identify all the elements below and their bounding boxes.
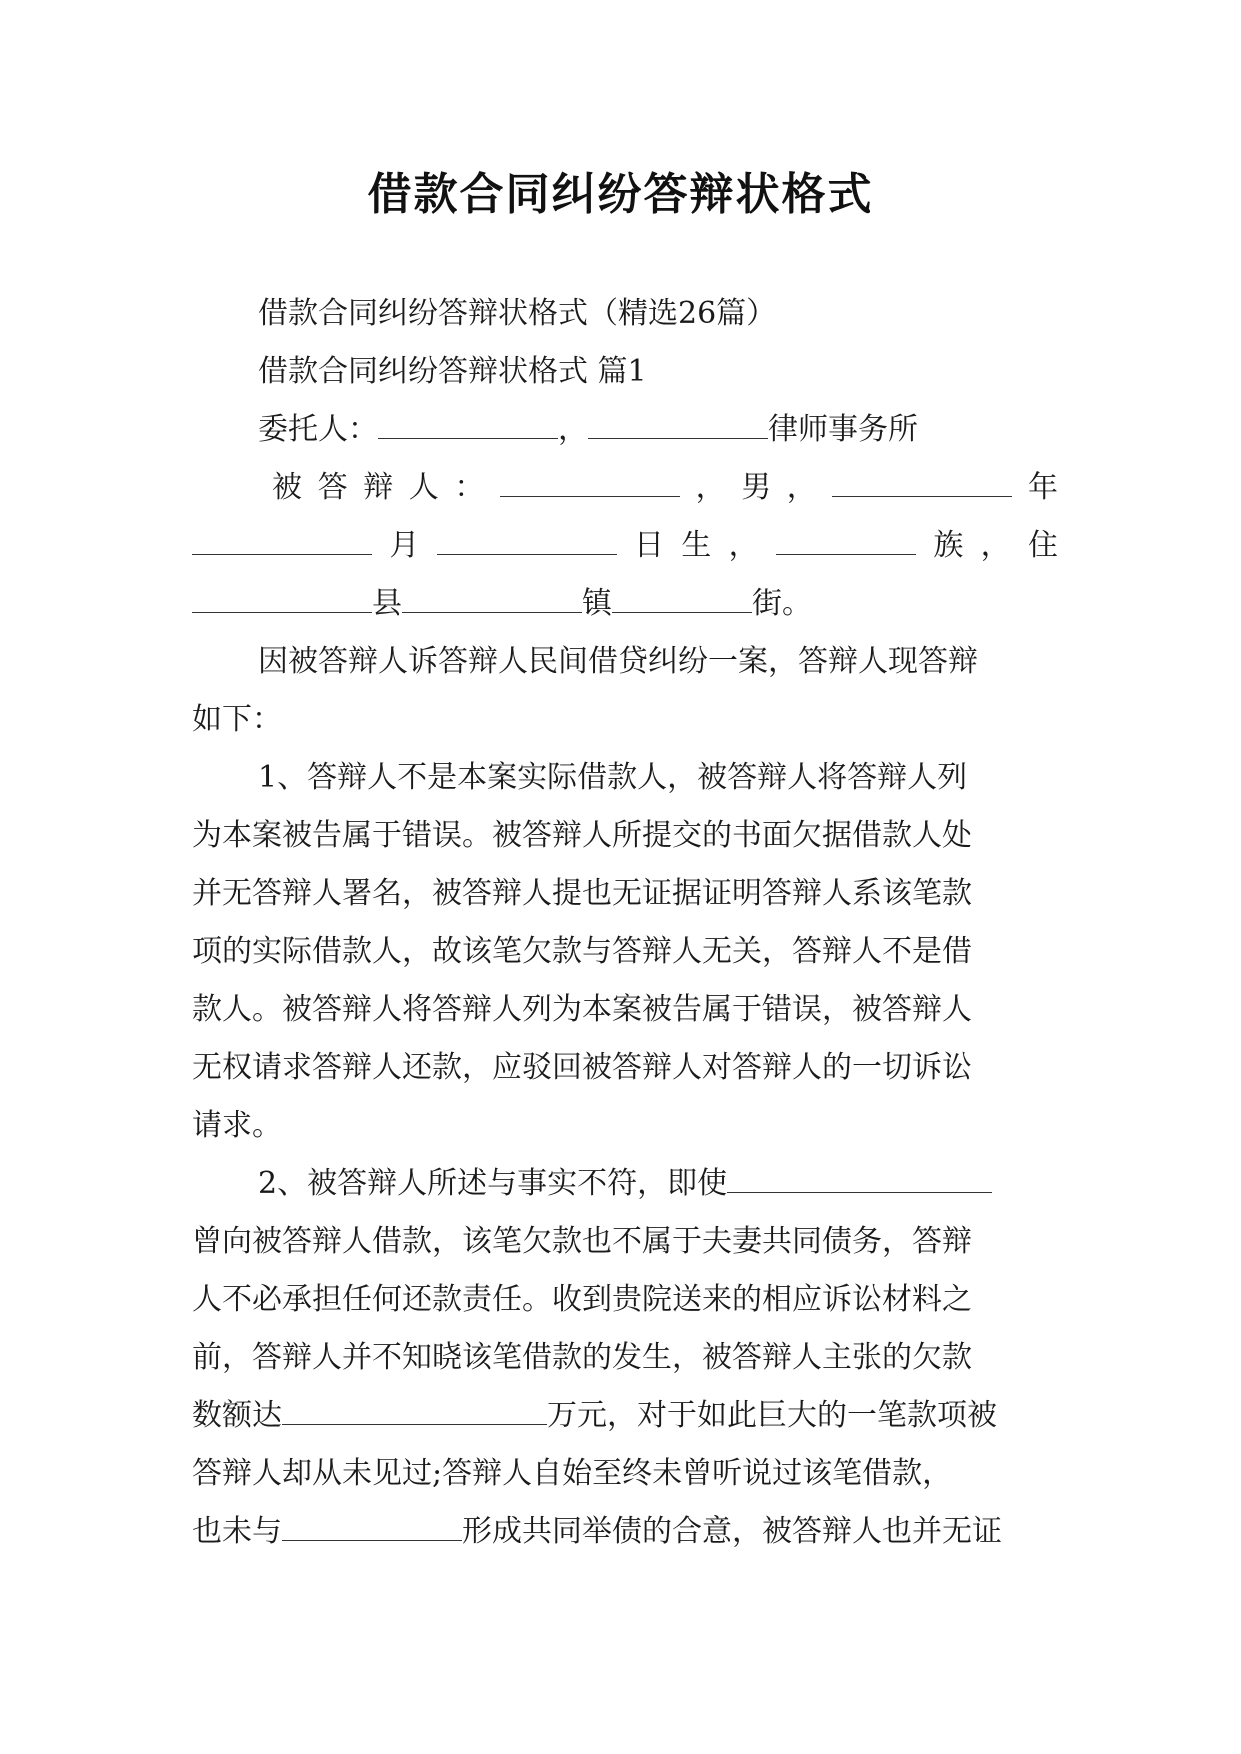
- year-label: 年: [1012, 470, 1058, 505]
- point2-line: 人不必承担任何还款责任。收到贵院送来的相应诉讼材料之: [192, 1282, 972, 1317]
- point2-text: 形成共同举债的合意，被答辩人也并无证: [462, 1514, 1002, 1549]
- ethnic-label: 族，住: [916, 528, 1058, 563]
- birth-year-blank: [832, 462, 1012, 497]
- town-blank: [402, 578, 582, 613]
- point2-line-5: [192, 1387, 1058, 1445]
- respondent-line-1: [192, 459, 1058, 517]
- point1-line: 项的实际借款人，故该笔欠款与答辩人无关，答辩人不是借: [192, 934, 972, 969]
- town-label: 镇: [582, 586, 612, 621]
- document-body: [192, 285, 1058, 1561]
- document-title: 借款合同纠纷答辩状格式: [367, 169, 874, 220]
- subtitle: 借款合同纠纷答辩状格式（精选26篇）: [258, 296, 777, 331]
- client-name-blank: [378, 404, 558, 439]
- party-name-blank: [282, 1506, 462, 1541]
- amount-blank: [282, 1390, 547, 1425]
- point2-text: 数额达: [192, 1398, 282, 1433]
- respondent-name-blank: [500, 462, 680, 497]
- birth-month-blank: [192, 520, 372, 555]
- ethnic-blank: [776, 520, 916, 555]
- point1-line: 为本案被告属于错误。被答辩人所提交的书面欠据借款人处: [192, 818, 972, 853]
- client-line: [192, 401, 1058, 459]
- section-heading: 借款合同纠纷答辩状格式 篇1: [258, 354, 647, 389]
- point2-line: 答辩人却从未见过;答辩人自始至终未曾听说过该笔借款，: [192, 1456, 953, 1491]
- client-label: 委托人：: [258, 412, 378, 447]
- law-firm-blank: [588, 404, 768, 439]
- day-label: 日生，: [616, 528, 777, 563]
- street-label: 街。: [752, 586, 812, 621]
- point2-text: 万元，对于如此巨大的一笔款项被: [547, 1398, 997, 1433]
- birth-day-blank: [437, 520, 617, 555]
- client-sep: ，: [558, 412, 588, 447]
- point2-line: 前，答辩人并不知晓该笔借款的发生，被答辩人主张的欠款: [192, 1340, 972, 1375]
- month-label: 月: [372, 528, 437, 563]
- respondent-line-3: [192, 575, 1058, 633]
- respondent-label: 被答辩人：: [272, 470, 500, 505]
- point2-text: 2、被答辩人所述与事实不符，即使: [258, 1166, 728, 1201]
- intro-line-1: 因被答辩人诉答辩人民间借贷纠纷一案，答辩人现答辩: [258, 644, 978, 679]
- intro-line-2: 如下：: [192, 702, 282, 737]
- point1-line: 1、答辩人不是本案实际借款人，被答辩人将答辩人列: [258, 760, 968, 795]
- point2-line: 曾向被答辩人借款，该笔欠款也不属于夫妻共同债务，答辩: [192, 1224, 972, 1259]
- point1-line: 无权请求答辩人还款，应驳回被答辩人对答辩人的一切诉讼: [192, 1050, 972, 1085]
- street-blank: [612, 578, 752, 613]
- respondent-line-2: [192, 517, 1058, 575]
- point2-line-1: [192, 1155, 1058, 1213]
- point2-line-7: [192, 1503, 1058, 1561]
- point1-line: 请求。: [192, 1108, 282, 1143]
- point1-line: 款人。被答辩人将答辩人列为本案被告属于错误，被答辩人: [192, 992, 972, 1027]
- point1-line: 并无答辩人署名，被答辩人提也无证据证明答辩人系该笔款: [192, 876, 972, 911]
- respondent-gender: ，男，: [680, 470, 833, 505]
- spouse-name-blank: [727, 1158, 992, 1193]
- client-suffix: 律师事务所: [768, 412, 918, 447]
- county-label: 县: [372, 586, 402, 621]
- county-blank: [192, 578, 372, 613]
- point2-text: 也未与: [192, 1514, 282, 1549]
